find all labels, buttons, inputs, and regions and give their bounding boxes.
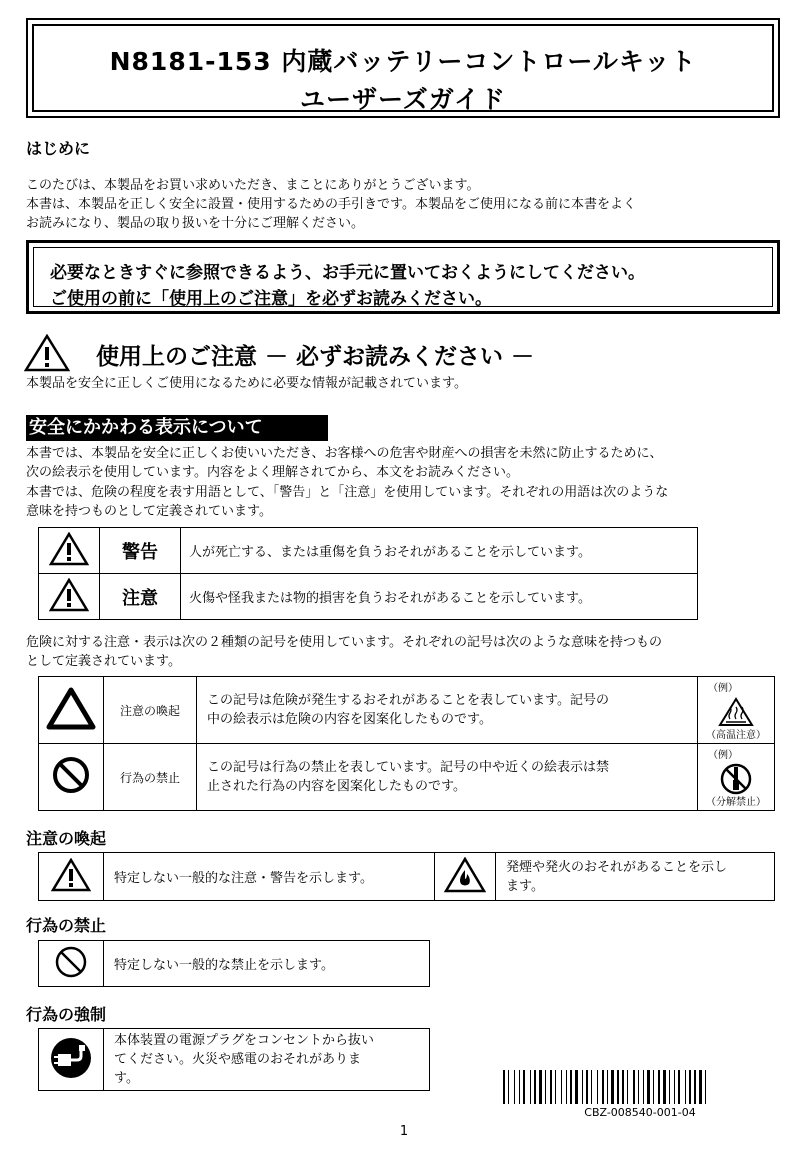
caution-heading: 使用上のご注意 － 必ずお読みください － [96,344,535,370]
title-line-2: ユーザーズガイド [299,85,506,114]
danger-levels-table [38,527,698,620]
barcode-bar [597,1070,598,1104]
notice-line-1: 必要なときすぐに参照できるよう、お手元に置いておくようにしてください。 [50,263,645,283]
prohibit-desc-line-1: この記号は行為の禁止を表しています。記号の中や近くの絵表示は禁 [207,760,609,775]
unplug-icon [49,1036,93,1080]
table-row [39,1029,430,1091]
attention-label: 注意の喚起 [104,677,197,744]
table-row [39,528,698,574]
barcode-bar [519,1070,520,1104]
barcode-bar [530,1070,531,1104]
caution-term: 注意 [100,574,181,620]
barcode-bar [705,1070,706,1104]
caution-warning-icon [24,334,70,372]
general-prohibit-cell [39,941,104,987]
barcode-bar [678,1070,680,1104]
fire-warning-icon [444,857,486,893]
barcode-bar [575,1070,578,1104]
barcode-bar [622,1070,624,1104]
warning-icon [51,858,91,892]
barcode-bar [658,1070,660,1104]
barcode-bar [503,1070,505,1104]
warning-term: 警告 [100,528,181,574]
caution-icon [49,578,89,612]
barcode-bar [539,1070,542,1104]
barcode-bar [647,1070,650,1104]
attention-heading: 注意の喚起 [26,829,107,848]
barcode [503,1070,777,1104]
safety-line-3: 本書では、危険の程度を表す用語として、「警告」と「注意」を使用しています。それぞれの用語は次のような [26,485,669,500]
caution-icon-cell [39,574,100,620]
safety-line-2: 次の絵表示を使用しています。内容をよく理解されてから、本文をお読みください。 [26,465,519,480]
barcode-bar [669,1070,670,1104]
warning-icon-cell [39,528,100,574]
unplug-cell [39,1029,104,1091]
unplug-desc-line-2: てください。火災や感電のおそれがありま [114,1052,362,1067]
attention-triangle-icon [46,686,96,730]
barcode-bar [617,1070,619,1104]
barcode-bar [523,1070,525,1104]
prohibit-desc [197,744,698,811]
attention-desc [197,677,698,744]
barcode-bar [570,1070,572,1104]
prohibit-heading: 行為の禁止 [26,916,107,935]
barcode-bar [586,1070,588,1104]
barcode-bar [545,1070,546,1104]
barcode-bar [633,1070,635,1104]
caution-desc: 火傷や怪我または物的損害を負うおそれがあることを示しています。 [181,574,698,620]
barcode-bar [643,1070,644,1104]
title-line-1: N8181-153 内蔵バッテリーコントロールキット [109,47,697,76]
table-row [39,941,430,987]
general-warning-desc: 特定しない一般的な注意・警告を示します。 [104,853,435,901]
barcode-bar [699,1070,702,1104]
barcode-bar [674,1070,675,1104]
notice-line-2: ご使用の前に「使用上のご注意」を必ずお読みください。 [50,289,492,309]
hot-example-cell [698,677,775,744]
intro-heading: はじめに [26,139,91,158]
prohibit-icon [51,755,91,795]
intro-line-1: このたびは、本製品をお買い求めいただき、まことにありがとうございます。 [26,178,480,193]
barcode-text: CBZ-008540-001-04 [584,1106,696,1119]
barcode-bar [566,1070,567,1104]
attention-desc-line-1: この記号は危険が発生するおそれがあることを表しています。記号の [207,693,609,708]
disassembly-example-cell [698,744,775,811]
intro-line-2: 本書は、本製品を正しく安全に設置・使用するための手引きです。本製品をご使用になる前に本書をよく [26,197,636,212]
general-prohibit-desc: 特定しない一般的な禁止を示します。 [104,941,430,987]
barcode-bar [514,1070,515,1104]
barcode-bar [638,1070,639,1104]
barcode-bar [602,1070,604,1104]
barcode-bar [653,1070,654,1104]
prohibit-icon [54,945,88,979]
symbols-intro-line-1: 危険に対する注意・表示は次の２種類の記号を使用しています。それぞれの記号は次のような意味を持つもの [26,635,662,650]
no-disassembly-icon [719,762,753,796]
warning-desc: 人が死亡する、または重傷を負うおそれがあることを示しています。 [181,528,698,574]
prohibit-table [38,940,430,987]
barcode-bar [561,1070,562,1104]
hot-surface-icon [718,697,754,727]
fire-warning-cell [435,853,496,901]
barcode-bar [534,1070,536,1104]
unplug-desc-line-1: 本体装置の電源プラグをコンセントから抜い [114,1033,375,1048]
intro-line-3: お読みになり、製品の取り扱いを十分にご理解ください。 [26,216,365,231]
safety-section-bar: 安全にかかわる表示について [26,415,328,441]
safety-line-1: 本書では、本製品を安全に正しくお使いいただき、お客様への危害や財産への損害を未然に防止するために、 [26,446,663,461]
barcode-bar [508,1070,509,1104]
attention-table [38,852,775,901]
title-box [26,18,780,118]
fire-warning-desc [496,853,775,901]
barcode-bar [627,1070,628,1104]
warning-icon [49,532,89,566]
barcode-bar [689,1070,691,1104]
prohibit-label: 行為の禁止 [104,744,197,811]
barcode-bar [550,1070,552,1104]
table-row [39,853,775,901]
table-row [39,744,775,811]
notice-box [26,240,780,314]
barcode-bar [685,1070,686,1104]
table-row [39,677,775,744]
barcode-bar [607,1070,608,1104]
disassembly-example-bottom: （分解禁止） [706,797,766,808]
table-row [39,574,698,620]
hot-example-bottom: （高温注意） [706,730,766,741]
symbols-table [38,676,775,811]
symbols-intro-line-2: として定義されています。 [26,654,181,669]
disassembly-example-top: （例） [708,750,738,761]
prohibit-desc-line-2: 止された行為の内容を図案化したものです。 [207,779,466,794]
caution-subtitle: 本製品を安全に正しくご使用になるために必要な情報が記載されています。 [26,376,467,391]
barcode-bar [555,1070,556,1104]
barcode-bar [611,1070,614,1104]
barcode-bar [591,1070,592,1104]
barcode-bar [663,1070,666,1104]
mandatory-table [38,1028,430,1091]
page-number: 1 [399,1124,409,1139]
unplug-desc [104,1029,430,1091]
attention-symbol-cell [39,677,104,744]
fire-desc-line-2: ます。 [506,878,544,894]
prohibit-symbol-cell [39,744,104,811]
general-warning-cell [39,853,104,901]
barcode-bar [582,1070,583,1104]
attention-desc-line-2: 中の絵表示は危険の内容を図案化したものです。 [207,712,492,727]
hot-example-top: （例） [708,683,738,694]
barcode-bar [694,1070,696,1104]
fire-desc-line-1: 発煙や発火のおそれがあることを示し [506,859,728,875]
unplug-desc-line-3: す。 [114,1071,139,1086]
mandatory-heading: 行為の強制 [26,1005,107,1024]
safety-line-4: 意味を持つものとして定義されています。 [26,504,272,519]
